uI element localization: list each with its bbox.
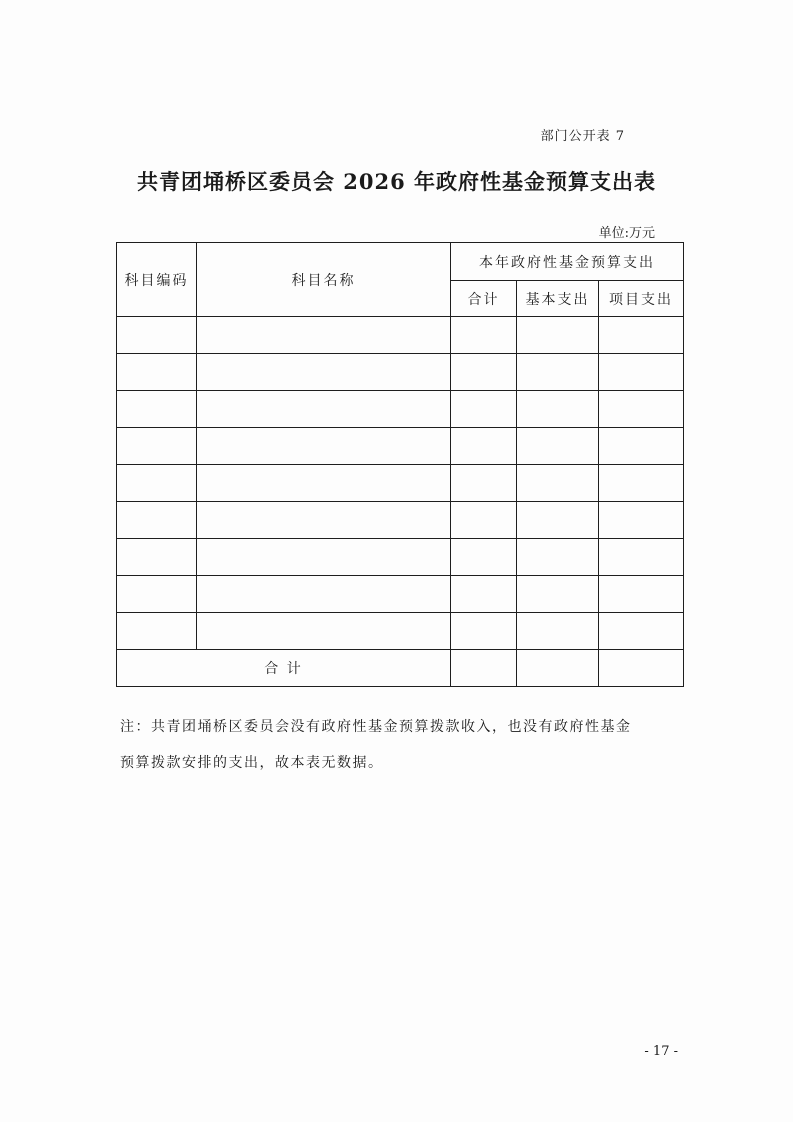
table-cell [599,502,684,539]
table-cell [599,391,684,428]
table-row [117,502,684,539]
table-cell [517,502,599,539]
total-row [117,650,684,687]
table-cell [599,317,684,354]
table-cell [197,354,451,391]
table-cell [451,391,517,428]
table-cell [517,613,599,650]
table-cell [517,317,599,354]
table-cell [117,428,197,465]
total-cell [599,650,684,687]
table-cell [451,539,517,576]
table-cell [197,391,451,428]
table-cell [117,317,197,354]
column-header-name: 科目名称 [197,243,451,317]
total-cell [451,650,517,687]
table-cell [517,465,599,502]
table-row [117,465,684,502]
table-cell [197,428,451,465]
table-cell [451,613,517,650]
table-cell [117,576,197,613]
table-cell [599,539,684,576]
table-cell [599,465,684,502]
table-cell [517,354,599,391]
table-cell [517,428,599,465]
budget-table [116,242,684,687]
table-cell [197,576,451,613]
total-label: 合 计 [117,650,451,687]
table-cell [599,354,684,391]
note-line-2: 预算拨款安排的支出，故本表无数据。 [120,755,384,771]
table-cell [599,613,684,650]
table-row [117,317,684,354]
note-line-1: 注：共青团埇桥区委员会没有政府性基金预算拨款收入，也没有政府性基金 [120,719,632,735]
table-row [117,391,684,428]
unit-label: 单位:万元 [598,226,655,241]
table-row [117,613,684,650]
column-header-code: 科目编码 [117,243,197,317]
table-cell [451,317,517,354]
table-cell [117,613,197,650]
column-header-total: 合计 [451,281,517,317]
table-cell [117,391,197,428]
table-cell [451,502,517,539]
column-group-header: 本年政府性基金预算支出 [451,243,684,281]
table-cell [197,465,451,502]
table-cell [599,428,684,465]
table-cell [117,539,197,576]
table-cell [197,317,451,354]
table-row [117,539,684,576]
table-cell [599,576,684,613]
total-cell [517,650,599,687]
table-cell [197,539,451,576]
table-row [117,354,684,391]
page-number: - 17 - [644,1044,678,1059]
table-number: 部门公开表 7 [540,129,625,144]
table-cell [451,354,517,391]
table-cell [117,354,197,391]
table-cell [517,391,599,428]
table-cell [517,539,599,576]
table-cell [117,465,197,502]
table-cell [197,502,451,539]
table-row [117,576,684,613]
table-cell [517,576,599,613]
table-cell [451,465,517,502]
column-header-basic: 基本支出 [517,281,599,317]
table-row [117,428,684,465]
table-cell [451,428,517,465]
table-cell [451,576,517,613]
table-cell [117,502,197,539]
column-header-project: 项目支出 [599,281,684,317]
page-title: 共青团埇桥区委员会 2026 年政府性基金预算支出表 [136,169,657,194]
table-cell [197,613,451,650]
